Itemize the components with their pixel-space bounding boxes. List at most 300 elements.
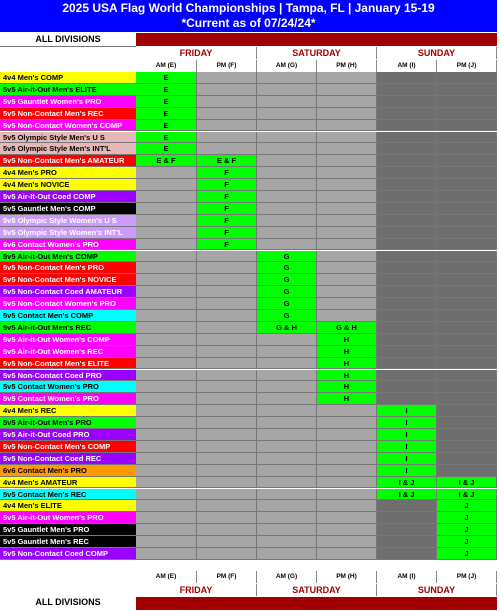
division-label: 5v5 Non-Contact Men's ELITE <box>0 358 136 370</box>
division-label: 4v4 Men's ELITE <box>0 500 136 512</box>
empty-session-cell <box>317 155 377 167</box>
division-label: 5v5 Olympic Style Men's U S <box>0 132 136 144</box>
empty-session-cell <box>136 191 197 203</box>
empty-session-cell <box>377 536 437 548</box>
empty-session-cell <box>257 370 317 382</box>
empty-session-cell <box>136 405 197 417</box>
empty-session-cell <box>197 262 257 274</box>
empty-session-cell <box>136 298 197 310</box>
empty-session-cell <box>197 358 257 370</box>
empty-session-cell <box>257 536 317 548</box>
empty-session-cell <box>377 512 437 524</box>
empty-session-cell <box>136 251 197 263</box>
empty-session-cell <box>257 512 317 524</box>
empty-session-cell <box>197 108 257 120</box>
scheduled-session-cell: J <box>437 500 497 512</box>
empty-session-cell <box>136 477 197 489</box>
empty-session-cell <box>197 441 257 453</box>
empty-session-cell <box>377 132 437 144</box>
empty-session-cell <box>317 96 377 108</box>
empty-session-cell <box>257 500 317 512</box>
scheduled-session-cell: E & F <box>136 155 197 167</box>
scheduled-session-cell: I <box>377 405 437 417</box>
empty-session-cell <box>257 84 317 96</box>
scheduled-session-cell: E & F <box>197 155 257 167</box>
empty-session-cell <box>377 120 437 132</box>
empty-session-cell <box>136 441 197 453</box>
empty-session-cell <box>136 310 197 322</box>
empty-session-cell <box>136 381 197 393</box>
empty-session-cell <box>136 239 197 251</box>
day-sunday-top: SUNDAY <box>377 47 497 59</box>
day-bar-top <box>136 33 497 46</box>
empty-session-cell <box>437 465 497 477</box>
scheduled-session-cell: G & H <box>257 322 317 334</box>
empty-session-cell <box>197 251 257 263</box>
session-header-6-bottom: PM (J) <box>437 571 497 583</box>
division-label: 5v5 Contact Women's PRO <box>0 393 136 405</box>
empty-session-cell <box>437 346 497 358</box>
scheduled-session-cell: E <box>136 96 197 108</box>
empty-session-cell <box>317 84 377 96</box>
empty-session-cell <box>317 227 377 239</box>
empty-session-cell <box>437 96 497 108</box>
empty-session-cell <box>377 358 437 370</box>
division-label: 5v5 Contact Women's PRO <box>0 381 136 393</box>
session-header-4-bottom: PM (H) <box>317 571 377 583</box>
empty-session-cell <box>257 179 317 191</box>
scheduled-session-cell: E <box>136 108 197 120</box>
empty-session-cell <box>377 72 437 84</box>
scheduled-session-cell: F <box>197 179 257 191</box>
division-label: 4v4 Men's PRO <box>0 167 136 179</box>
empty-session-cell <box>136 548 197 560</box>
scheduled-session-cell: F <box>197 239 257 251</box>
division-label: 4v4 Men's NOVICE <box>0 179 136 191</box>
scheduled-session-cell: F <box>197 227 257 239</box>
empty-session-cell <box>257 203 317 215</box>
empty-session-cell <box>136 322 197 334</box>
empty-session-cell <box>377 239 437 251</box>
empty-session-cell <box>136 465 197 477</box>
division-label: 4v4 Men's COMP <box>0 72 136 84</box>
empty-session-cell <box>437 215 497 227</box>
division-label: 5v5 Non-Contact Coed REC <box>0 453 136 465</box>
day-bar-bottom <box>136 597 497 610</box>
empty-session-cell <box>317 310 377 322</box>
empty-session-cell <box>377 346 437 358</box>
empty-session-cell <box>257 239 317 251</box>
empty-session-cell <box>257 167 317 179</box>
empty-session-cell <box>197 500 257 512</box>
division-label: 5v5 Gauntlet Women's PRO <box>0 96 136 108</box>
empty-session-cell <box>437 179 497 191</box>
empty-session-cell <box>377 215 437 227</box>
empty-session-cell <box>197 298 257 310</box>
empty-session-cell <box>437 417 497 429</box>
empty-session-cell <box>136 393 197 405</box>
empty-session-cell <box>437 84 497 96</box>
scheduled-session-cell: F <box>197 167 257 179</box>
empty-session-cell <box>317 441 377 453</box>
empty-session-cell <box>257 405 317 417</box>
day-friday-bottom: FRIDAY <box>136 584 257 596</box>
all-divisions-label-bottom: ALL DIVISIONS <box>35 597 101 607</box>
scheduled-session-cell: H <box>317 346 377 358</box>
division-label: 5v5 Air-it-Out Men's REC <box>0 322 136 334</box>
division-label: 5v5 Olympic Style Men's INT'L <box>0 143 136 155</box>
empty-session-cell <box>377 393 437 405</box>
empty-session-cell <box>317 477 377 489</box>
empty-session-cell <box>377 108 437 120</box>
empty-session-cell <box>317 500 377 512</box>
division-label: 5v5 Non-Contact Women's COMP <box>0 120 136 132</box>
empty-session-cell <box>377 179 437 191</box>
empty-session-cell <box>317 203 377 215</box>
empty-session-cell <box>257 143 317 155</box>
empty-session-cell <box>257 132 317 144</box>
empty-session-cell <box>437 453 497 465</box>
empty-session-cell <box>257 417 317 429</box>
empty-session-cell <box>257 524 317 536</box>
division-label: 5v5 Air-it-Out Women's COMP <box>0 334 136 346</box>
empty-session-cell <box>136 489 197 501</box>
scheduled-session-cell: G <box>257 251 317 263</box>
empty-session-cell <box>317 132 377 144</box>
empty-session-cell <box>257 393 317 405</box>
empty-session-cell <box>197 274 257 286</box>
empty-session-cell <box>257 441 317 453</box>
scheduled-session-cell: I <box>377 429 437 441</box>
empty-session-cell <box>197 429 257 441</box>
empty-session-cell <box>257 215 317 227</box>
empty-session-cell <box>197 84 257 96</box>
scheduled-session-cell: I <box>377 417 437 429</box>
empty-session-cell <box>437 155 497 167</box>
empty-session-cell <box>257 453 317 465</box>
empty-session-cell <box>257 120 317 132</box>
empty-session-cell <box>437 239 497 251</box>
empty-session-cell <box>136 215 197 227</box>
scheduled-session-cell: F <box>197 203 257 215</box>
division-label: 5v5 Air-it-Out Coed PRO <box>0 429 136 441</box>
scheduled-session-cell: J <box>437 512 497 524</box>
empty-session-cell <box>197 453 257 465</box>
empty-session-cell <box>317 465 377 477</box>
empty-session-cell <box>136 227 197 239</box>
division-label: 5v5 Air-it-Out Men's COMP <box>0 251 136 263</box>
empty-session-cell <box>197 465 257 477</box>
empty-session-cell <box>317 239 377 251</box>
empty-session-cell <box>317 429 377 441</box>
empty-session-cell <box>197 405 257 417</box>
empty-session-cell <box>136 536 197 548</box>
division-label: 5v5 Non-Contact Women's PRO <box>0 298 136 310</box>
empty-session-cell <box>317 167 377 179</box>
empty-session-cell <box>437 120 497 132</box>
empty-session-cell <box>377 548 437 560</box>
empty-session-cell <box>317 262 377 274</box>
empty-session-cell <box>317 72 377 84</box>
empty-session-cell <box>377 524 437 536</box>
scheduled-session-cell: I <box>377 465 437 477</box>
empty-session-cell <box>377 227 437 239</box>
empty-session-cell <box>197 346 257 358</box>
division-label: 5v5 Olympic Style Women's U S <box>0 215 136 227</box>
scheduled-session-cell: H <box>317 370 377 382</box>
empty-session-cell <box>197 548 257 560</box>
empty-session-cell <box>437 370 497 382</box>
session-header-2-top: PM (F) <box>197 60 257 72</box>
division-label: 5v5 Gauntlet Men's COMP <box>0 203 136 215</box>
empty-session-cell <box>197 381 257 393</box>
session-header-4-top: PM (H) <box>317 60 377 72</box>
empty-session-cell <box>136 203 197 215</box>
empty-session-cell <box>317 536 377 548</box>
scheduled-session-cell: I & J <box>437 489 497 501</box>
empty-session-cell <box>377 298 437 310</box>
empty-session-cell <box>257 227 317 239</box>
empty-session-cell <box>136 167 197 179</box>
empty-session-cell <box>437 405 497 417</box>
empty-session-cell <box>437 358 497 370</box>
empty-session-cell <box>377 262 437 274</box>
scheduled-session-cell: G <box>257 262 317 274</box>
scheduled-session-cell: I & J <box>377 489 437 501</box>
empty-session-cell <box>437 251 497 263</box>
empty-session-cell <box>437 262 497 274</box>
empty-session-cell <box>257 72 317 84</box>
empty-session-cell <box>317 215 377 227</box>
empty-session-cell <box>197 143 257 155</box>
scheduled-session-cell: G <box>257 298 317 310</box>
scheduled-session-cell: E <box>136 143 197 155</box>
division-label: 5v5 Air-It-Out Coed COMP <box>0 191 136 203</box>
scheduled-session-cell: H <box>317 381 377 393</box>
empty-session-cell <box>257 489 317 501</box>
empty-session-cell <box>136 262 197 274</box>
empty-session-cell <box>377 96 437 108</box>
empty-session-cell <box>437 322 497 334</box>
empty-session-cell <box>197 370 257 382</box>
empty-session-cell <box>377 274 437 286</box>
scheduled-session-cell: F <box>197 191 257 203</box>
empty-session-cell <box>437 143 497 155</box>
scheduled-session-cell: J <box>437 548 497 560</box>
empty-session-cell <box>317 143 377 155</box>
empty-session-cell <box>257 334 317 346</box>
session-header-1-bottom: AM (E) <box>136 571 197 583</box>
empty-session-cell <box>257 477 317 489</box>
empty-session-cell <box>377 251 437 263</box>
empty-session-cell <box>437 274 497 286</box>
empty-session-cell <box>197 489 257 501</box>
empty-session-cell <box>377 310 437 322</box>
empty-session-cell <box>197 524 257 536</box>
empty-session-cell <box>437 132 497 144</box>
empty-session-cell <box>377 370 437 382</box>
empty-session-cell <box>377 381 437 393</box>
empty-session-cell <box>377 286 437 298</box>
scheduled-session-cell: H <box>317 334 377 346</box>
empty-session-cell <box>317 548 377 560</box>
empty-session-cell <box>317 489 377 501</box>
empty-session-cell <box>197 417 257 429</box>
empty-session-cell <box>197 286 257 298</box>
empty-session-cell <box>437 72 497 84</box>
empty-session-cell <box>136 453 197 465</box>
empty-session-cell <box>437 286 497 298</box>
empty-session-cell <box>377 191 437 203</box>
scheduled-session-cell: I <box>377 453 437 465</box>
division-label: 6v6 Contact Women's PRO <box>0 239 136 251</box>
empty-session-cell <box>257 191 317 203</box>
division-label: 5v5 Gauntlet Men's PRO <box>0 524 136 536</box>
empty-session-cell <box>437 108 497 120</box>
empty-session-cell <box>377 322 437 334</box>
empty-session-cell <box>257 96 317 108</box>
empty-session-cell <box>136 358 197 370</box>
division-label: 5v5 Non-Contact Men's AMATEUR <box>0 155 136 167</box>
page-subtitle: *Current as of 07/24/24* <box>181 16 316 30</box>
empty-session-cell <box>197 477 257 489</box>
empty-session-cell <box>197 72 257 84</box>
empty-session-cell <box>197 512 257 524</box>
scheduled-session-cell: E <box>136 120 197 132</box>
scheduled-session-cell: E <box>136 84 197 96</box>
division-label: 5v5 Non-Contact Men's COMP <box>0 441 136 453</box>
session-header-6-top: PM (J) <box>437 60 497 72</box>
empty-session-cell <box>317 417 377 429</box>
empty-session-cell <box>317 274 377 286</box>
scheduled-session-cell: E <box>136 132 197 144</box>
empty-session-cell <box>377 143 437 155</box>
division-label: 5v5 Contact Men's REC <box>0 489 136 501</box>
scheduled-session-cell: J <box>437 524 497 536</box>
empty-session-cell <box>136 500 197 512</box>
empty-session-cell <box>317 512 377 524</box>
empty-session-cell <box>197 132 257 144</box>
empty-session-cell <box>437 381 497 393</box>
scheduled-session-cell: H <box>317 358 377 370</box>
day-saturday-bottom: SATURDAY <box>257 584 377 596</box>
division-label: 5v5 Air-it-Out Women's PRO <box>0 512 136 524</box>
scheduled-session-cell: J <box>437 536 497 548</box>
empty-session-cell <box>136 274 197 286</box>
empty-session-cell <box>437 334 497 346</box>
session-header-5-top: AM (I) <box>377 60 437 72</box>
division-label: 4v4 Men's AMATEUR <box>0 477 136 489</box>
empty-session-cell <box>136 429 197 441</box>
scheduled-session-cell: G <box>257 286 317 298</box>
division-label: 4v4 Men's REC <box>0 405 136 417</box>
empty-session-cell <box>257 346 317 358</box>
empty-session-cell <box>197 334 257 346</box>
empty-session-cell <box>197 322 257 334</box>
empty-session-cell <box>197 536 257 548</box>
empty-session-cell <box>136 370 197 382</box>
page-title: 2025 USA Flag World Championships | Tampa, FL | January 15-19 <box>62 1 435 15</box>
session-header-5-bottom: AM (I) <box>377 571 437 583</box>
division-label: 5v5 Non-Contact Coed COMP <box>0 548 136 560</box>
division-label: 5v5 Olympic Style Women's INT'L <box>0 227 136 239</box>
division-label: 5v5 Air-it-Out Men's ELITE <box>0 84 136 96</box>
empty-session-cell <box>437 227 497 239</box>
division-label: 5v5 Gauntlet Men's REC <box>0 536 136 548</box>
scheduled-session-cell: E <box>136 72 197 84</box>
empty-session-cell <box>257 358 317 370</box>
session-header-1-top: AM (E) <box>136 60 197 72</box>
empty-session-cell <box>317 108 377 120</box>
empty-session-cell <box>317 298 377 310</box>
division-label: 5v5 Air-it-Out Women's REC <box>0 346 136 358</box>
empty-session-cell <box>437 429 497 441</box>
empty-session-cell <box>136 179 197 191</box>
empty-session-cell <box>317 191 377 203</box>
empty-session-cell <box>437 203 497 215</box>
empty-session-cell <box>437 191 497 203</box>
empty-session-cell <box>317 251 377 263</box>
session-header-3-top: AM (G) <box>257 60 317 72</box>
scheduled-session-cell: I & J <box>377 477 437 489</box>
empty-session-cell <box>197 96 257 108</box>
empty-session-cell <box>317 179 377 191</box>
empty-session-cell <box>257 108 317 120</box>
empty-session-cell <box>136 286 197 298</box>
empty-session-cell <box>437 441 497 453</box>
empty-session-cell <box>437 298 497 310</box>
empty-session-cell <box>257 465 317 477</box>
header-banner <box>0 0 497 32</box>
division-label: 5v5 Non-Contact Coed PRO <box>0 370 136 382</box>
empty-session-cell <box>317 120 377 132</box>
division-label: 5v5 Non-Contact Men's NOVICE <box>0 274 136 286</box>
division-label: 5v5 Contact Men's COMP <box>0 310 136 322</box>
day-sunday-bottom: SUNDAY <box>377 584 497 596</box>
empty-session-cell <box>317 453 377 465</box>
scheduled-session-cell: G & H <box>317 322 377 334</box>
empty-session-cell <box>377 500 437 512</box>
scheduled-session-cell: H <box>317 393 377 405</box>
empty-session-cell <box>136 346 197 358</box>
empty-session-cell <box>136 512 197 524</box>
division-label: 5v5 Non-Contact Coed AMATEUR <box>0 286 136 298</box>
empty-session-cell <box>136 334 197 346</box>
empty-session-cell <box>197 393 257 405</box>
empty-session-cell <box>257 381 317 393</box>
all-divisions-label-top: ALL DIVISIONS <box>0 33 136 47</box>
empty-session-cell <box>377 334 437 346</box>
scheduled-session-cell: G <box>257 310 317 322</box>
empty-session-cell <box>317 405 377 417</box>
empty-session-cell <box>437 167 497 179</box>
session-header-2-bottom: PM (F) <box>197 571 257 583</box>
empty-session-cell <box>437 310 497 322</box>
scheduled-session-cell: I & J <box>437 477 497 489</box>
empty-session-cell <box>317 524 377 536</box>
division-label: 5v5 Non-Contact Men's PRO <box>0 262 136 274</box>
empty-session-cell <box>377 203 437 215</box>
empty-session-cell <box>136 417 197 429</box>
day-friday-top: FRIDAY <box>136 47 257 59</box>
session-header-3-bottom: AM (G) <box>257 571 317 583</box>
empty-session-cell <box>377 167 437 179</box>
empty-session-cell <box>257 155 317 167</box>
scheduled-session-cell: I <box>377 441 437 453</box>
scheduled-session-cell: G <box>257 274 317 286</box>
empty-session-cell <box>197 310 257 322</box>
division-label: 5v5 Air-it-Out Men's PRO <box>0 417 136 429</box>
